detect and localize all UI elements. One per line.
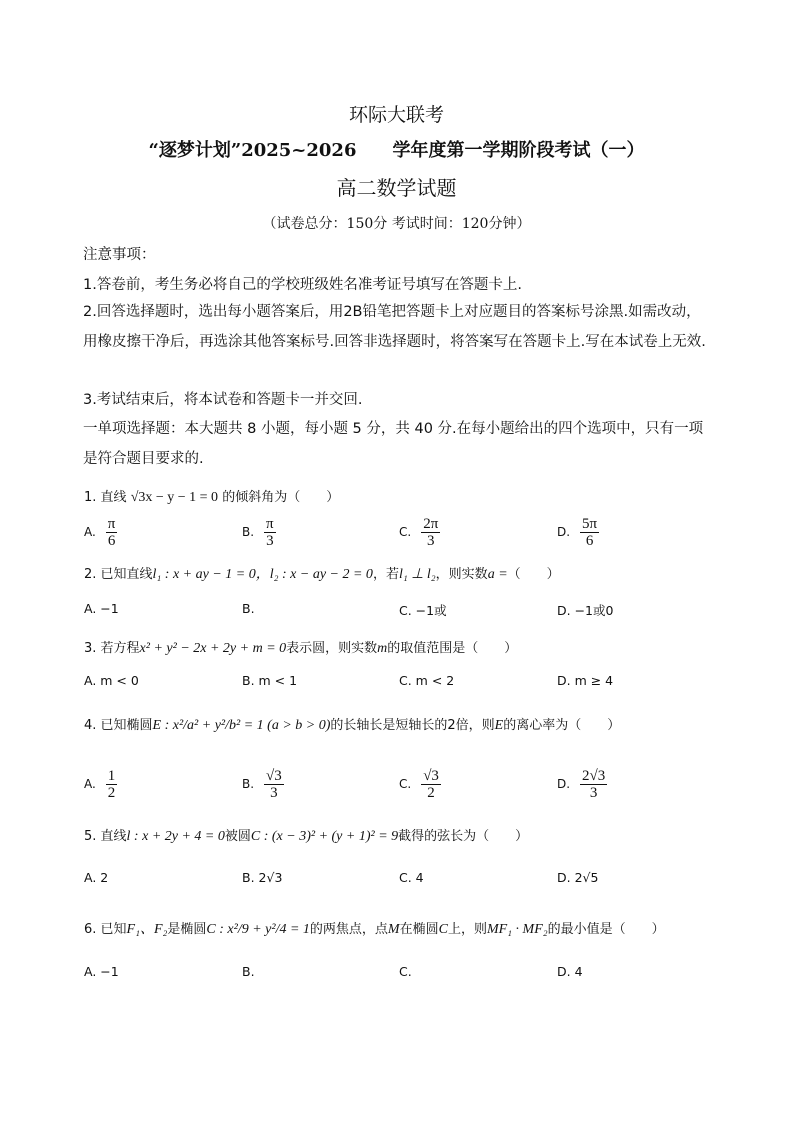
q1-option-b-label: B. <box>242 525 255 539</box>
q4-a-numerator: 1 <box>107 768 116 784</box>
q4-suffix: 的长轴长是短轴长的2倍，则 <box>330 718 495 733</box>
q2-option-b: B. <box>242 601 255 616</box>
q4-option-b-label: B. <box>242 777 255 791</box>
q4-variable: E <box>494 718 504 733</box>
exam-info: （试卷总分：150分 考试时间：120分钟） <box>262 216 531 232</box>
q5-option-c: C. 4 <box>399 870 424 885</box>
q3-prefix: 3. 若方程 <box>84 641 140 656</box>
q1-option-c <box>399 516 440 549</box>
q2-perpendicular: l₁ ⊥ l₂ <box>398 567 436 582</box>
q4-option-a-label: A. <box>84 777 96 791</box>
q1-suffix: 的倾斜角为（ ） <box>222 490 340 505</box>
q4-option-c-label: C. <box>399 777 412 791</box>
note-item-3: 3.考试结束后，将本试卷和答题卡一并交回. <box>83 392 363 408</box>
question-2 <box>84 563 560 583</box>
q4-a-denominator: 2 <box>107 785 116 801</box>
q4-ellipse: E : x²/a² + y²/b² = 1 (a > b > 0) <box>152 718 331 733</box>
q4-option-a <box>84 768 117 801</box>
q4-option-d-fraction <box>580 768 607 801</box>
q1-c-denominator: 3 <box>426 533 435 549</box>
exam-subject-title: 高二数学试题 <box>336 176 457 200</box>
q5-line: l : x + 2y + 4 = 0 <box>126 829 225 844</box>
question-1 <box>84 486 339 506</box>
q5-option-a: A. 2 <box>84 870 109 885</box>
q4-c-denominator: 2 <box>427 785 435 801</box>
q1-equation: √3x − y − 1 = 0 <box>130 490 219 505</box>
q1-a-denominator: 6 <box>107 533 116 549</box>
question-4 <box>84 714 620 734</box>
q6-mid2: 的两焦点，点 <box>309 922 388 937</box>
q3-option-a: A. m < 0 <box>84 673 139 688</box>
q4-option-d <box>557 768 607 801</box>
q6-curve: C <box>438 922 448 937</box>
q1-option-b <box>242 516 276 549</box>
q1-option-c-label: C. <box>399 525 412 539</box>
q1-option-c-fraction <box>421 516 440 549</box>
q1-prefix: 1. 直线 <box>84 490 127 505</box>
q3-option-c: C. m < 2 <box>399 673 455 688</box>
q6-ellipse: C : x²/9 + y²/4 = 1 <box>206 922 310 937</box>
q5-circle: C : (x − 3)² + (y + 1)² = 9 <box>250 829 399 844</box>
q2-suffix: ，则实数 <box>435 567 488 582</box>
q6-option-c: C. <box>399 964 412 979</box>
exam-term-title: “逐梦计划”2025~2026 学年度第一学期阶段考试（一） <box>148 140 645 161</box>
note-item-1: 1.答卷前，考生务必将自己的学校班级姓名准考证号填写在答题卡上. <box>83 277 522 293</box>
q6-mid3: 在椭圆 <box>399 922 439 937</box>
q4-option-c <box>399 768 441 801</box>
q5-mid: 被圆 <box>224 829 251 844</box>
q6-point: M <box>387 922 400 937</box>
q5-suffix: 截得的弦长为（ ） <box>398 829 529 844</box>
q5-option-b: B. 2√3 <box>242 870 283 885</box>
q2-end: （ ） <box>507 567 560 582</box>
q1-option-a-label: A. <box>84 525 96 539</box>
q4-option-d-label: D. <box>557 777 571 791</box>
q2-option-c: C. −1或 <box>399 603 447 618</box>
q1-d-numerator: 5π <box>582 516 598 532</box>
q1-b-numerator: π <box>266 516 274 532</box>
q1-option-a-fraction <box>106 516 118 549</box>
q1-option-b-fraction <box>264 516 276 549</box>
q4-d-numerator: 2√3 <box>582 768 606 784</box>
q4-b-denominator: 3 <box>270 785 278 801</box>
q1-a-numerator: π <box>107 516 116 532</box>
section-1-intro: 一单项选择题：本大题共 8 小题，每小题 5 分，共 40 分.在每小题给出的四个选项中，只有一项是符合题目要求的. <box>83 421 704 467</box>
q6-suffix: 的最小值是（ ） <box>547 922 665 937</box>
q1-b-denominator: 3 <box>266 533 274 549</box>
q4-end: 的离心率为（ ） <box>503 718 621 733</box>
exam-org-title: 环际大联考 <box>348 104 444 126</box>
note-item-2: 2.回答选择题时，选出每小题答案后，用2B铅笔把答题卡上对应题目的答案标号涂黑.如需改动，用橡皮擦干净后，再选涂其他答案标号.回答非选择题时，将答案写在答题卡上.写在本试卷上无效. <box>83 304 706 350</box>
q2-variable: a = <box>487 567 508 582</box>
q4-c-numerator: √3 <box>423 768 439 784</box>
q1-option-a <box>84 516 117 549</box>
q6-mid4: 上，则 <box>447 922 487 937</box>
question-5 <box>84 825 528 845</box>
q6-dot-product: MF₁ · MF₂ <box>486 922 548 937</box>
question-6 <box>84 918 665 938</box>
q2-prefix: 2. 已知直线 <box>84 567 153 582</box>
q4-option-b-fraction <box>264 768 284 801</box>
q2-option-d: D. −1或0 <box>557 603 614 618</box>
q4-option-b <box>242 768 284 801</box>
q2-option-a: A. −1 <box>84 601 119 616</box>
question-3 <box>84 637 517 657</box>
q2-lines: l₁ : x + ay − 1 = 0，l₂ : x − ay − 2 = 0 <box>152 567 373 582</box>
q6-foci: F₁、F₂ <box>126 922 168 937</box>
q2-mid: ，若 <box>372 567 399 582</box>
q1-option-d-label: D. <box>557 525 571 539</box>
q5-option-d: D. 2√5 <box>557 870 599 885</box>
q1-option-d <box>557 516 599 549</box>
q1-c-numerator: 2π <box>423 516 439 532</box>
q4-prefix: 4. 已知椭圆 <box>84 718 153 733</box>
q6-prefix: 6. 已知 <box>84 922 127 937</box>
q1-d-denominator: 6 <box>585 533 594 549</box>
q3-suffix: 的取值范围是（ ） <box>387 641 518 656</box>
notes-title: 注意事项： <box>83 247 156 263</box>
q3-mid: 表示圆，则实数 <box>286 641 378 656</box>
q3-option-d: D. m ≥ 4 <box>557 673 614 688</box>
q6-option-b: B. <box>242 964 255 979</box>
q4-option-c-fraction <box>421 768 441 801</box>
q1-option-d-fraction <box>580 516 599 549</box>
q6-mid: 是椭圆 <box>167 922 207 937</box>
q6-option-d: D. 4 <box>557 964 583 979</box>
q3-option-b: B. m < 1 <box>242 673 298 688</box>
q3-equation: x² + y² − 2x + 2y + m = 0 <box>139 641 287 656</box>
q5-prefix: 5. 直线 <box>84 829 127 844</box>
q4-b-numerator: √3 <box>266 768 282 784</box>
q4-d-denominator: 3 <box>589 785 598 801</box>
q6-option-a: A. −1 <box>84 964 119 979</box>
q3-variable: m <box>377 641 388 656</box>
q4-option-a-fraction <box>106 768 118 801</box>
